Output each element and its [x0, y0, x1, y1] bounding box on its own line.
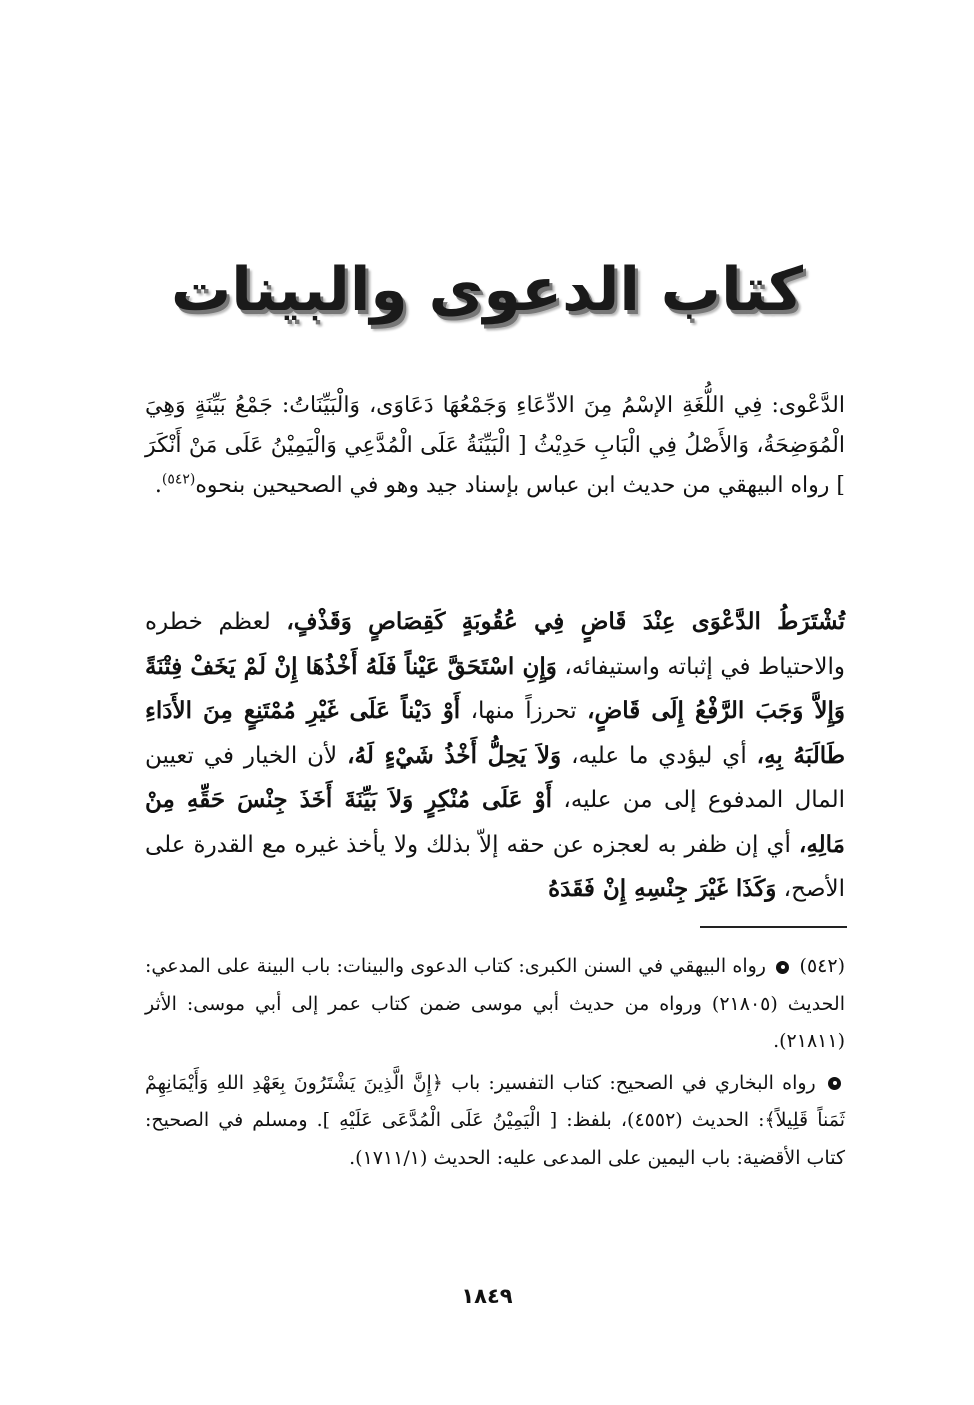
sharh-segment: تحرزاً منها،	[460, 698, 588, 724]
bullet-icon	[828, 1077, 841, 1090]
sharh-segment: أي ليؤدي ما عليه،	[561, 742, 757, 769]
matn-segment: وَإِنِ اسْتَحَقَّ عَيْناً فَلَهُ أَخْذُهَا إِنْ لَمْ يَخَفْ فِتْنَةً وَإِلاَّ وَجَبَ الرَّفْعُ إِلَى قَاضٍ،	[145, 652, 845, 724]
paragraph-definitions-text	[145, 386, 845, 506]
paragraph-claim-conditions-text	[145, 600, 845, 912]
footnote-number: (٥٤٢)	[799, 955, 846, 977]
paragraph-claim-conditions	[145, 600, 845, 912]
footnotes-section	[145, 948, 845, 1177]
matn-segment: أَوْ عَلَى مُنْكِرٍ وَلاَ بَيِّنَةَ أَخَذَ جِنْسَ حَقِّهِ مِنْ مَالِهِ،	[145, 786, 845, 858]
footnote-542-continued	[145, 1065, 845, 1178]
footnote-text: رواه البيهقي في السنن الكبرى: كتاب الدعوى والبينات: باب البينة على المدعي: الحديث (٢١٨٠٥) ورواه من حديث أبي موسى ضمن كتاب عمر إلى أبي موسى: الأثر (٢١٨١١).	[145, 955, 845, 1052]
matn-segment: تُشْتَرَطُ الدَّعْوَى عِنْدَ قَاضٍ فِي عُقُوبَةٍ كَقِصَاصٍ وَقَذْفٍ،	[286, 608, 845, 635]
sharh-segment: لعظم خطره والاحتياط في إثباته واستيفائه،	[145, 609, 845, 680]
matn-segment: أَوْ دَيْناً عَلَى غَيْرِ مُمْتَنِعٍ مِنَ الأَدَاءِ طَالَبَهُ بِهِ،	[145, 697, 846, 769]
footnote-divider	[700, 926, 847, 928]
sharh-segment: لأن الخيار في تعيين المال المدفوع إلى من عليه،	[145, 742, 846, 813]
page-number: ١٨٤٩	[461, 1284, 513, 1308]
footnote-reference-542[interactable]: (٥٤٢)	[161, 471, 196, 488]
definitions-end: .	[154, 473, 162, 498]
matn-segment: وَلاَ يَحِلُّ أَخْذُ شَيْءٍ لَهُ،	[347, 741, 562, 769]
paragraph-definitions	[145, 386, 845, 506]
bullet-icon	[776, 961, 789, 974]
footnote-542	[145, 948, 845, 1061]
sharh-segment: أي إن ظفر به لعجزه عن حقه إلاّ بذلك ولا يأخذ غيره مع القدرة على الأصح،	[145, 831, 845, 902]
chapter-title: كتاب الدعوى والبينات	[170, 255, 804, 325]
matn-segment: وَكَذَا غَيْرَ جِنْسِهِ إِنْ فَقَدَهُ	[548, 875, 777, 902]
footnote-text: رواه البخاري في الصحيح: كتاب التفسير: باب ﴿إِنَّ الَّذِينَ يَشْتَرُونَ بِعَهْدِ اللهِ وَأَيْمَانِهِمْ ثَمَناً قَلِيلاً﴾: الحديث (٤٥٥٢)، بلفظ: [ الْيَمِيْنُ عَلَى الْمُدَّعَى عَلَيْهِ ]. ومسلم في الصحيح: كتاب الأقضية: باب اليمين على المدعى عليه: الحديث (١٧١١/١).	[145, 1071, 845, 1169]
definitions-text: الدَّعْوى: فِي اللُّغَةِ الإسْمُ مِنَ الادِّعَاءِ وَجَمْعُهَا دَعَاوَى، وَالْبَيِّنَاتُ: جَمْعُ بَيِّنَةٍ وَهِيَ الْمُوَضِحَةُ، وَالأَصْلُ فِي الْبَابِ حَدِيْثُ [ الْبَيِّنَةُ عَلَى الْمُدَّعِي وَالْيَمِيْنُ عَلَى مَنْ أَنْكَرَ ] رواه البيهقي من حديث ابن عباس بإسناد جيد وهو في الصحيحين بنحوه	[145, 393, 845, 498]
